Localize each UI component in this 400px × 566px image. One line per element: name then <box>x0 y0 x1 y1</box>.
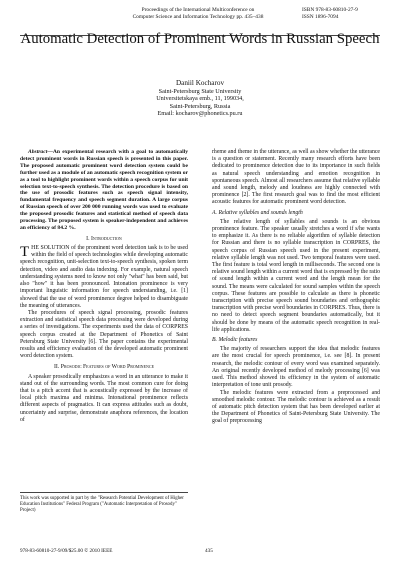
page-number: 435 <box>205 548 213 554</box>
abstract-text: —An experimental research with a goal to automatically detect prominent words in Russian speech is presented in this paper. The proposed automatic prominent word detection system could be further used as a module of an automatic speech recognition system or as a tool to highlight prominent words within a speech corpus for unit selection text-to-speech synthesis. The detection procedure is based on the use of prosodic features such as speech signal intensity, fundamental frequency and speech segment duration. A large corpus of Russian speech of over 200 000 running words was used to evaluate the proposed prosodic features and statistical method of speech data processing. The proposed system is speaker-independent and achieves an efficiency of 84.2 %. <box>20 149 188 231</box>
subsection-b-paragraph-1: The majority of researchers support the idea that melodic features are the most crucial for speech prominence, i.e. see [8]. In present research, the melodic contour of every word was examined separately. An original recently developed method of melody processing [6] was used. This method showed its efficiency in the system of automatic interpretation of tone unit prosody. <box>212 346 380 389</box>
paper-title: Automatic Detection of Prominent Words in Russian Speech <box>20 31 380 47</box>
section-title-introduction: I. Introduction <box>86 235 122 242</box>
author-affiliation: Saint-Petersburg State University <box>158 88 242 95</box>
header-isbn: ISBN 978-83-60810-27-9 <box>302 7 358 13</box>
abstract <box>20 149 188 232</box>
header-conference-line: Computer Science and Information Technology pp. 435–438 <box>132 13 264 20</box>
author-address-2: Saint-Petersburg, Russia <box>169 102 231 110</box>
footer-copyright: 978-83-60810-27-9/09/$25.00 © 2010 IEEE <box>20 548 113 554</box>
left-column <box>20 149 188 424</box>
drop-cap: T <box>20 244 30 261</box>
intro-paragraph-1 <box>20 245 188 310</box>
subsection-title-a: A. Relative syllables and sounds length <box>212 209 303 216</box>
header-proceedings <box>108 7 288 20</box>
header-issn: ISSN 1896-7094 <box>302 13 339 20</box>
header-identifiers <box>302 7 392 20</box>
author-block <box>20 79 380 118</box>
header-proceedings-line: Proceedings of the International Multiconference on <box>141 7 255 13</box>
intro-paragraph-2: The procedures of speech signal processing, prosodic features extraction and statistical speech data processing were developed during a series of investigations. The experiments used the data of CORPRES speech corpus created at the Department of Phonetics of Saint Petersburg State University [6]. The paper contains the experimental results and efficiency evaluation of the developed automatic prominent word detection system. <box>20 309 188 360</box>
footnote: This work was supported in part by the "Research Potential Development of Higher Education Institutions" Federal Program ("Automatic Interpretation of Prosody" Project) <box>20 492 188 514</box>
prosodic-paragraph-1: A speaker prosodically emphasizes a word in an utterance to make it stand out of the surrounding words. The most common cure for doing that is a pitch accent that is acoustically expressed by the increase of local pitch maxima and minima. Intonational prominence reflects different aspects of pragmatics. It can express attitudes such as doubt, uncertainty and surprise, demonstrate anaphora references, the location of <box>20 373 188 423</box>
section-title-prosodic: II. Prosodic Features of Word Prominence <box>53 364 155 371</box>
subsection-a-paragraph-1: The relative length of syllables and sounds is an obvious prominence feature. The speaker usually stretches a word if s/he wants to emphasize it. As there is no reliable algorithm of syllable detection for Russian and there is no syllable transcription in CORPRES, the speech corpus of Russian speech used in the present experiment, relative syllable length was not used. Two temporal features were used. The first feature is total word length in milliseconds. The second one is relative sound length within a current word that is expressed by the ratio of sound length within a current word and the length mean for the sound. The means were calculated for sound samples within the speech corpus. These features are possible to calculate as there is phonetic transcription with precise speech sound boundaries and orthographic transcription with precise word boundaries in CORPRES. Thus, there is no need to detect speech segment boundaries automatically, but it should be done by means of the automatic speech recognition in real-life applications. <box>212 218 380 333</box>
author-address-1: Universitetskaya emb., 11, 199034, <box>156 95 244 103</box>
intro-paragraph-1-text: HE SOLUTION of the prominent word detection task is to be used within the field of speech technologies while developing automatic speech recognition, unit-selection text-to-speech synthesis, spoken term detection, video and audio data indexing. For example, natural speech understanding systems need to know not only "what" has been said, but also "how" it has been pronounced. Intonation prominence is very important linguistic information for speech understanding, i.e. [1] showed that the use of word prominence degree helped to disambiguate the meaning of utterances. <box>20 245 188 309</box>
abstract-label: Abstract <box>28 149 48 155</box>
right-paragraph-0: rheme and theme in the utterance, as well as show whether the utterance is a question or statement. Recently many research efforts have been dedicated to prominence detection due to its importance in such fields as natural speech understanding and emotion recognition in spontaneous speech. Almost all researchers assume that relative syllable and sound length, melody and loudness are highly connected with prominence [2]. The first research goal was to find the most efficient acoustic features for automatic prominent word detection. <box>212 149 380 206</box>
subsection-title-b: B. Melodic features <box>212 337 258 344</box>
subsection-b-paragraph-2: The melodic features were extracted from a preprocessed and smoothed melodic contour. The melodic contour is achieved as a result of automatic pitch detection system that has been developed earlier at the Department of Phonetics of Saint-Petersburg State University. The goal of preprocessing <box>212 389 380 425</box>
author-name: Daniil Kocharov <box>175 79 225 87</box>
author-email: Email: kocharov@phonetics.pu.ru <box>157 110 243 118</box>
right-column <box>212 149 380 426</box>
